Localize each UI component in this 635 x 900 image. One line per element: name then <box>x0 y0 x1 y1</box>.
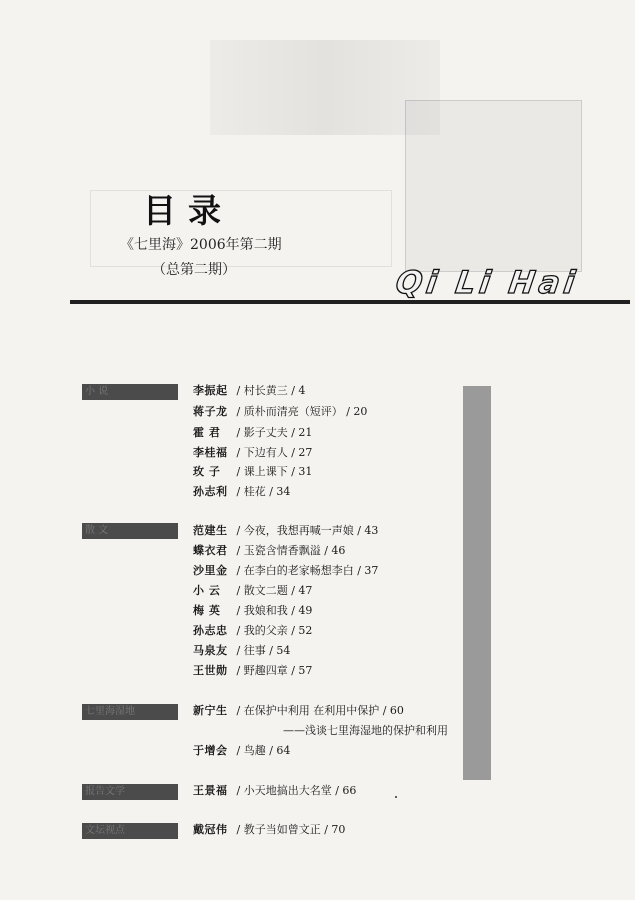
toc-entry[interactable]: 于增会 / 鸟趣 / 64 <box>193 742 290 760</box>
toc-entry[interactable]: 李桂福 / 下边有人 / 27 <box>193 444 312 462</box>
entry-title: 野趣四章 <box>243 664 288 677</box>
entry-page: 20 <box>353 405 368 418</box>
entry-page: 60 <box>389 704 404 717</box>
section-label-prose: 散 文 <box>82 523 178 539</box>
toc-entry[interactable]: 新宁生 / 在保护中利用 在利用中保护 / 60 <box>193 702 404 720</box>
entry-title: 桂花 <box>243 485 266 498</box>
entry-title: 在保护中利用 在利用中保护 <box>243 704 380 717</box>
entry-author: 沙里金 <box>193 564 228 577</box>
issue-total: （总第二期） <box>152 262 236 278</box>
toc-entry[interactable]: 蝶衣君 / 玉瓷含情香飘溢 / 46 <box>193 542 345 560</box>
toc-entry[interactable]: 玫 子 / 课上课下 / 31 <box>193 463 312 481</box>
section-label-wetland: 七里海湿地 <box>82 704 178 720</box>
entry-page: 37 <box>364 564 379 577</box>
entry-author: 李振起 <box>193 384 228 397</box>
entry-author: 梅 英 <box>193 604 221 617</box>
toc-entry[interactable]: 王世勋 / 野趣四章 / 57 <box>193 662 312 680</box>
entry-title: 鸟趣 <box>243 744 266 757</box>
entry-title: 村长黄三 <box>243 384 288 397</box>
toc-entry[interactable]: 李振起 / 村长黄三 / 4 <box>193 382 305 400</box>
entry-title: 小天地搞出大名堂 <box>243 784 332 797</box>
entry-title: 今夜，我想再喊一声娘 <box>243 524 354 537</box>
entry-title: 往事 <box>243 644 266 657</box>
background-ghost-photo <box>405 100 582 272</box>
entry-page: 52 <box>298 624 313 637</box>
toc-entry[interactable]: 孙志忠 / 我的父亲 / 52 <box>193 622 312 640</box>
entry-title: 教子当如曾文正 <box>243 823 321 836</box>
entry-author: 范建生 <box>193 524 228 537</box>
entry-author: 蒋子龙 <box>193 405 228 418</box>
entry-author: 李桂福 <box>193 446 228 459</box>
section-label-literary-view: 文坛视点 <box>82 823 178 839</box>
entry-page: 31 <box>298 465 313 478</box>
entry-author: 新宁生 <box>193 704 228 717</box>
entry-page: 4 <box>298 384 306 397</box>
entry-page: 47 <box>298 584 313 597</box>
side-gray-bar <box>463 386 491 780</box>
toc-entry[interactable]: 沙里金 / 在李白的老家畅想李白 / 37 <box>193 562 378 580</box>
entry-page: 54 <box>276 644 291 657</box>
entry-author: 孙志忠 <box>193 624 228 637</box>
entry-page: 66 <box>342 784 357 797</box>
entry-page: 57 <box>298 664 313 677</box>
entry-author: 蝶衣君 <box>193 544 228 557</box>
entry-title: 在李白的老家畅想李白 <box>243 564 354 577</box>
entry-title: 我的父亲 <box>243 624 288 637</box>
entry-author: 霍 君 <box>193 426 221 439</box>
toc-entry[interactable]: 王景福 / 小天地搞出大名堂 / 66 <box>193 782 356 800</box>
magazine-logo: Qi Li Hai <box>393 265 581 301</box>
entry-author: 玫 子 <box>193 465 221 478</box>
entry-page: 43 <box>364 524 379 537</box>
entry-author: 戴冠伟 <box>193 823 228 836</box>
entry-title: 我娘和我 <box>243 604 288 617</box>
entry-title: 课上课下 <box>243 465 288 478</box>
entry-title: 影子丈夫 <box>243 426 288 439</box>
entry-author: 孙志利 <box>193 485 228 498</box>
entry-page: 21 <box>298 426 313 439</box>
toc-entry[interactable]: 孙志利 / 桂花 / 34 <box>193 483 290 501</box>
toc-entry[interactable]: 梅 英 / 我娘和我 / 49 <box>193 602 312 620</box>
page-title: 目录 <box>143 191 233 230</box>
entry-author: 王世勋 <box>193 664 228 677</box>
entry-title: 散文二题 <box>243 584 288 597</box>
background-ghost-frame <box>90 190 392 267</box>
toc-entry[interactable]: 小 云 / 散文二题 / 47 <box>193 582 312 600</box>
entry-page: 64 <box>276 744 291 757</box>
speck <box>395 796 397 798</box>
toc-entry[interactable]: 范建生 / 今夜，我想再喊一声娘 / 43 <box>193 522 378 540</box>
entry-page: 70 <box>331 823 346 836</box>
toc-entry[interactable]: 马泉友 / 往事 / 54 <box>193 642 290 660</box>
toc-entry[interactable]: 霍 君 / 影子丈夫 / 21 <box>193 424 312 442</box>
entry-author: 小 云 <box>193 584 221 597</box>
entry-title: 质朴而清亮（短评） <box>243 405 343 418</box>
section-label-fiction: 小 说 <box>82 384 178 400</box>
entry-page: 34 <box>276 485 291 498</box>
section-label-reportage: 报告文学 <box>82 784 178 800</box>
entry-author: 于增会 <box>193 744 228 757</box>
entry-page: 27 <box>298 446 313 459</box>
entry-title: 玉瓷含情香飘溢 <box>243 544 321 557</box>
toc-entry[interactable]: 戴冠伟 / 教子当如曾文正 / 70 <box>193 821 345 839</box>
issue-line: 《七里海》2006年第二期 <box>120 237 282 253</box>
entry-page: 46 <box>331 544 346 557</box>
entry-author: 王景福 <box>193 784 228 797</box>
entry-title: 下边有人 <box>243 446 288 459</box>
entry-subtitle: ——浅谈七里海湿地的保护和利用 <box>283 724 448 737</box>
entry-author: 马泉友 <box>193 644 228 657</box>
toc-entry[interactable]: 蒋子龙 / 质朴而清亮（短评） / 20 <box>193 403 367 421</box>
entry-page: 49 <box>298 604 313 617</box>
